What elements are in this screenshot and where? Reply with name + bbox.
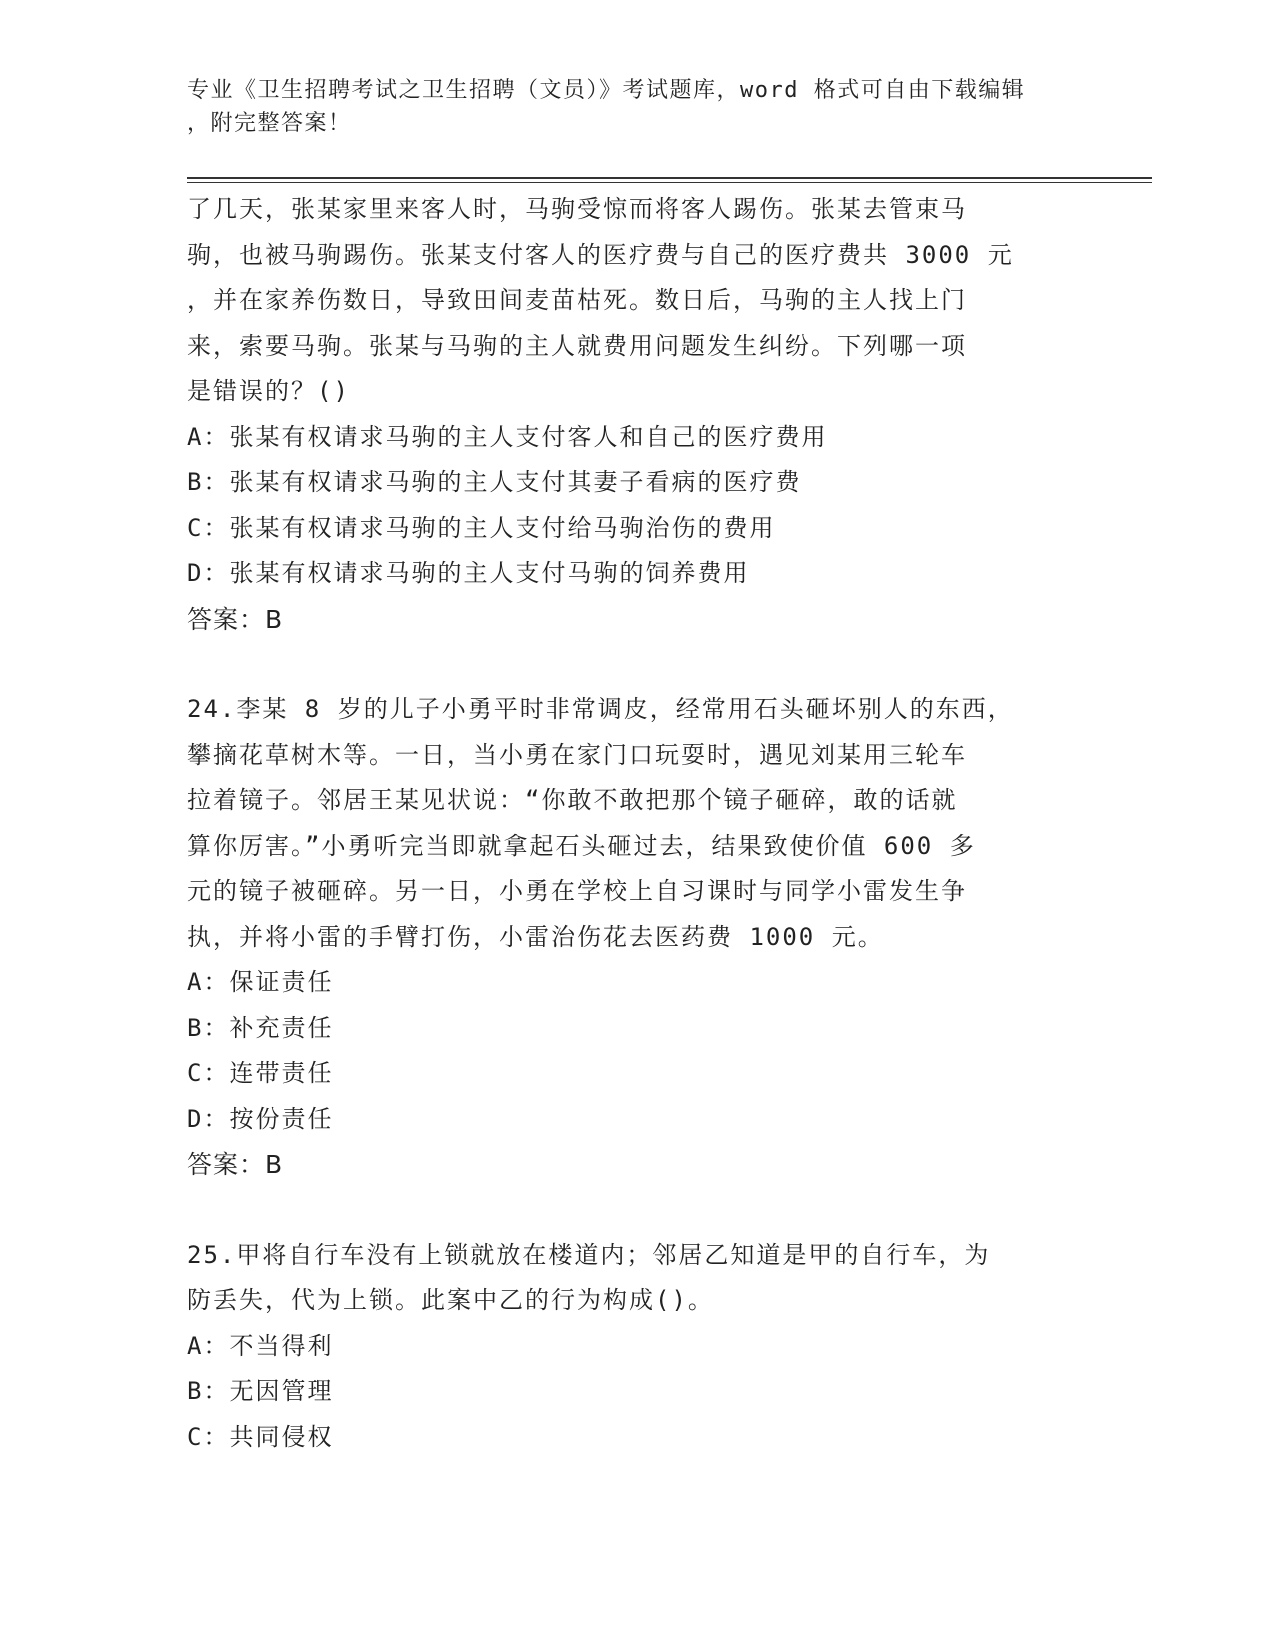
- option-c: C：共同侵权: [187, 1422, 334, 1451]
- question-stem-line: 驹，也被马驹踢伤。张某支付客人的医疗费与自己的医疗费共 3000 元: [187, 240, 1014, 269]
- question-stem-line: 24.李某 8 岁的儿子小勇平时非常调皮，经常用石头砸坏别人的东西，: [187, 695, 1014, 723]
- question-stem-line: 25.甲将自行车没有上锁就放在楼道内；邻居乙知道是甲的自行车，为: [187, 1240, 991, 1269]
- question-spacer: [187, 642, 1077, 687]
- question-stem-line: 执，并将小雷的手臂打伤，小雷治伤花去医药费 1000 元。: [187, 922, 884, 951]
- question-stem-line: 防丢失，代为上锁。此案中乙的行为构成()。: [187, 1286, 714, 1314]
- option-a: A：张某有权请求马驹的主人支付客人和自己的医疗费用: [187, 422, 828, 451]
- option-b: B：无因管理: [187, 1377, 334, 1405]
- option-d: D：按份责任: [187, 1104, 334, 1133]
- option-d: D：张某有权请求马驹的主人支付马驹的饲养费用: [187, 559, 750, 587]
- option-c: C：连带责任: [187, 1059, 334, 1087]
- header-line-1: 专业《卫生招聘考试之卫生招聘（文员）》考试题库，word 格式可自由下载编辑: [187, 78, 1026, 103]
- question-stem-line: 来，索要马驹。张某与马驹的主人就费用问题发生纠纷。下列哪一项: [187, 331, 967, 360]
- answer-line: 答案：B: [187, 604, 284, 634]
- option-a: A：不当得利: [187, 1331, 334, 1360]
- document-body: [187, 187, 1077, 1460]
- question-24: [187, 687, 1077, 1188]
- question-stem-line: 拉着镜子。邻居王某见状说：“你敢不敢把那个镜子砸碎，敢的话就: [187, 786, 958, 814]
- question-25: [187, 1233, 1077, 1461]
- header-line-2: ，附完整答案！: [187, 111, 352, 136]
- option-c: C：张某有权请求马驹的主人支付给马驹治伤的费用: [187, 513, 776, 542]
- page-header: [187, 74, 1067, 140]
- question-stem-line: 元的镜子被砸碎。另一日，小勇在学校上自习课时与同学小雷发生争: [187, 877, 967, 905]
- header-rule-thin: [187, 182, 1152, 183]
- header-rule-thick: [187, 177, 1152, 179]
- option-a: A：保证责任: [187, 968, 334, 996]
- question-stem-line: 攀摘花草树木等。一日，当小勇在家门口玩耍时，遇见刘某用三轮车: [187, 740, 967, 769]
- question-spacer: [187, 1188, 1077, 1233]
- answer-line: 答案：B: [187, 1150, 284, 1179]
- question-stem-line: 了几天，张某家里来客人时，马驹受惊而将客人踢伤。张某去管束马: [187, 195, 967, 223]
- question-23: [187, 187, 1077, 642]
- option-b: B：补充责任: [187, 1013, 334, 1042]
- question-stem-line: 是错误的？(): [187, 377, 350, 405]
- question-stem-line: ，并在家养伤数日，导致田间麦苗枯死。数日后，马驹的主人找上门: [187, 286, 967, 314]
- question-stem-line: 算你厉害。”小勇听完当即就拿起石头砸过去，结果致使价值 600 多: [187, 831, 976, 860]
- option-b: B：张某有权请求马驹的主人支付其妻子看病的医疗费: [187, 468, 802, 496]
